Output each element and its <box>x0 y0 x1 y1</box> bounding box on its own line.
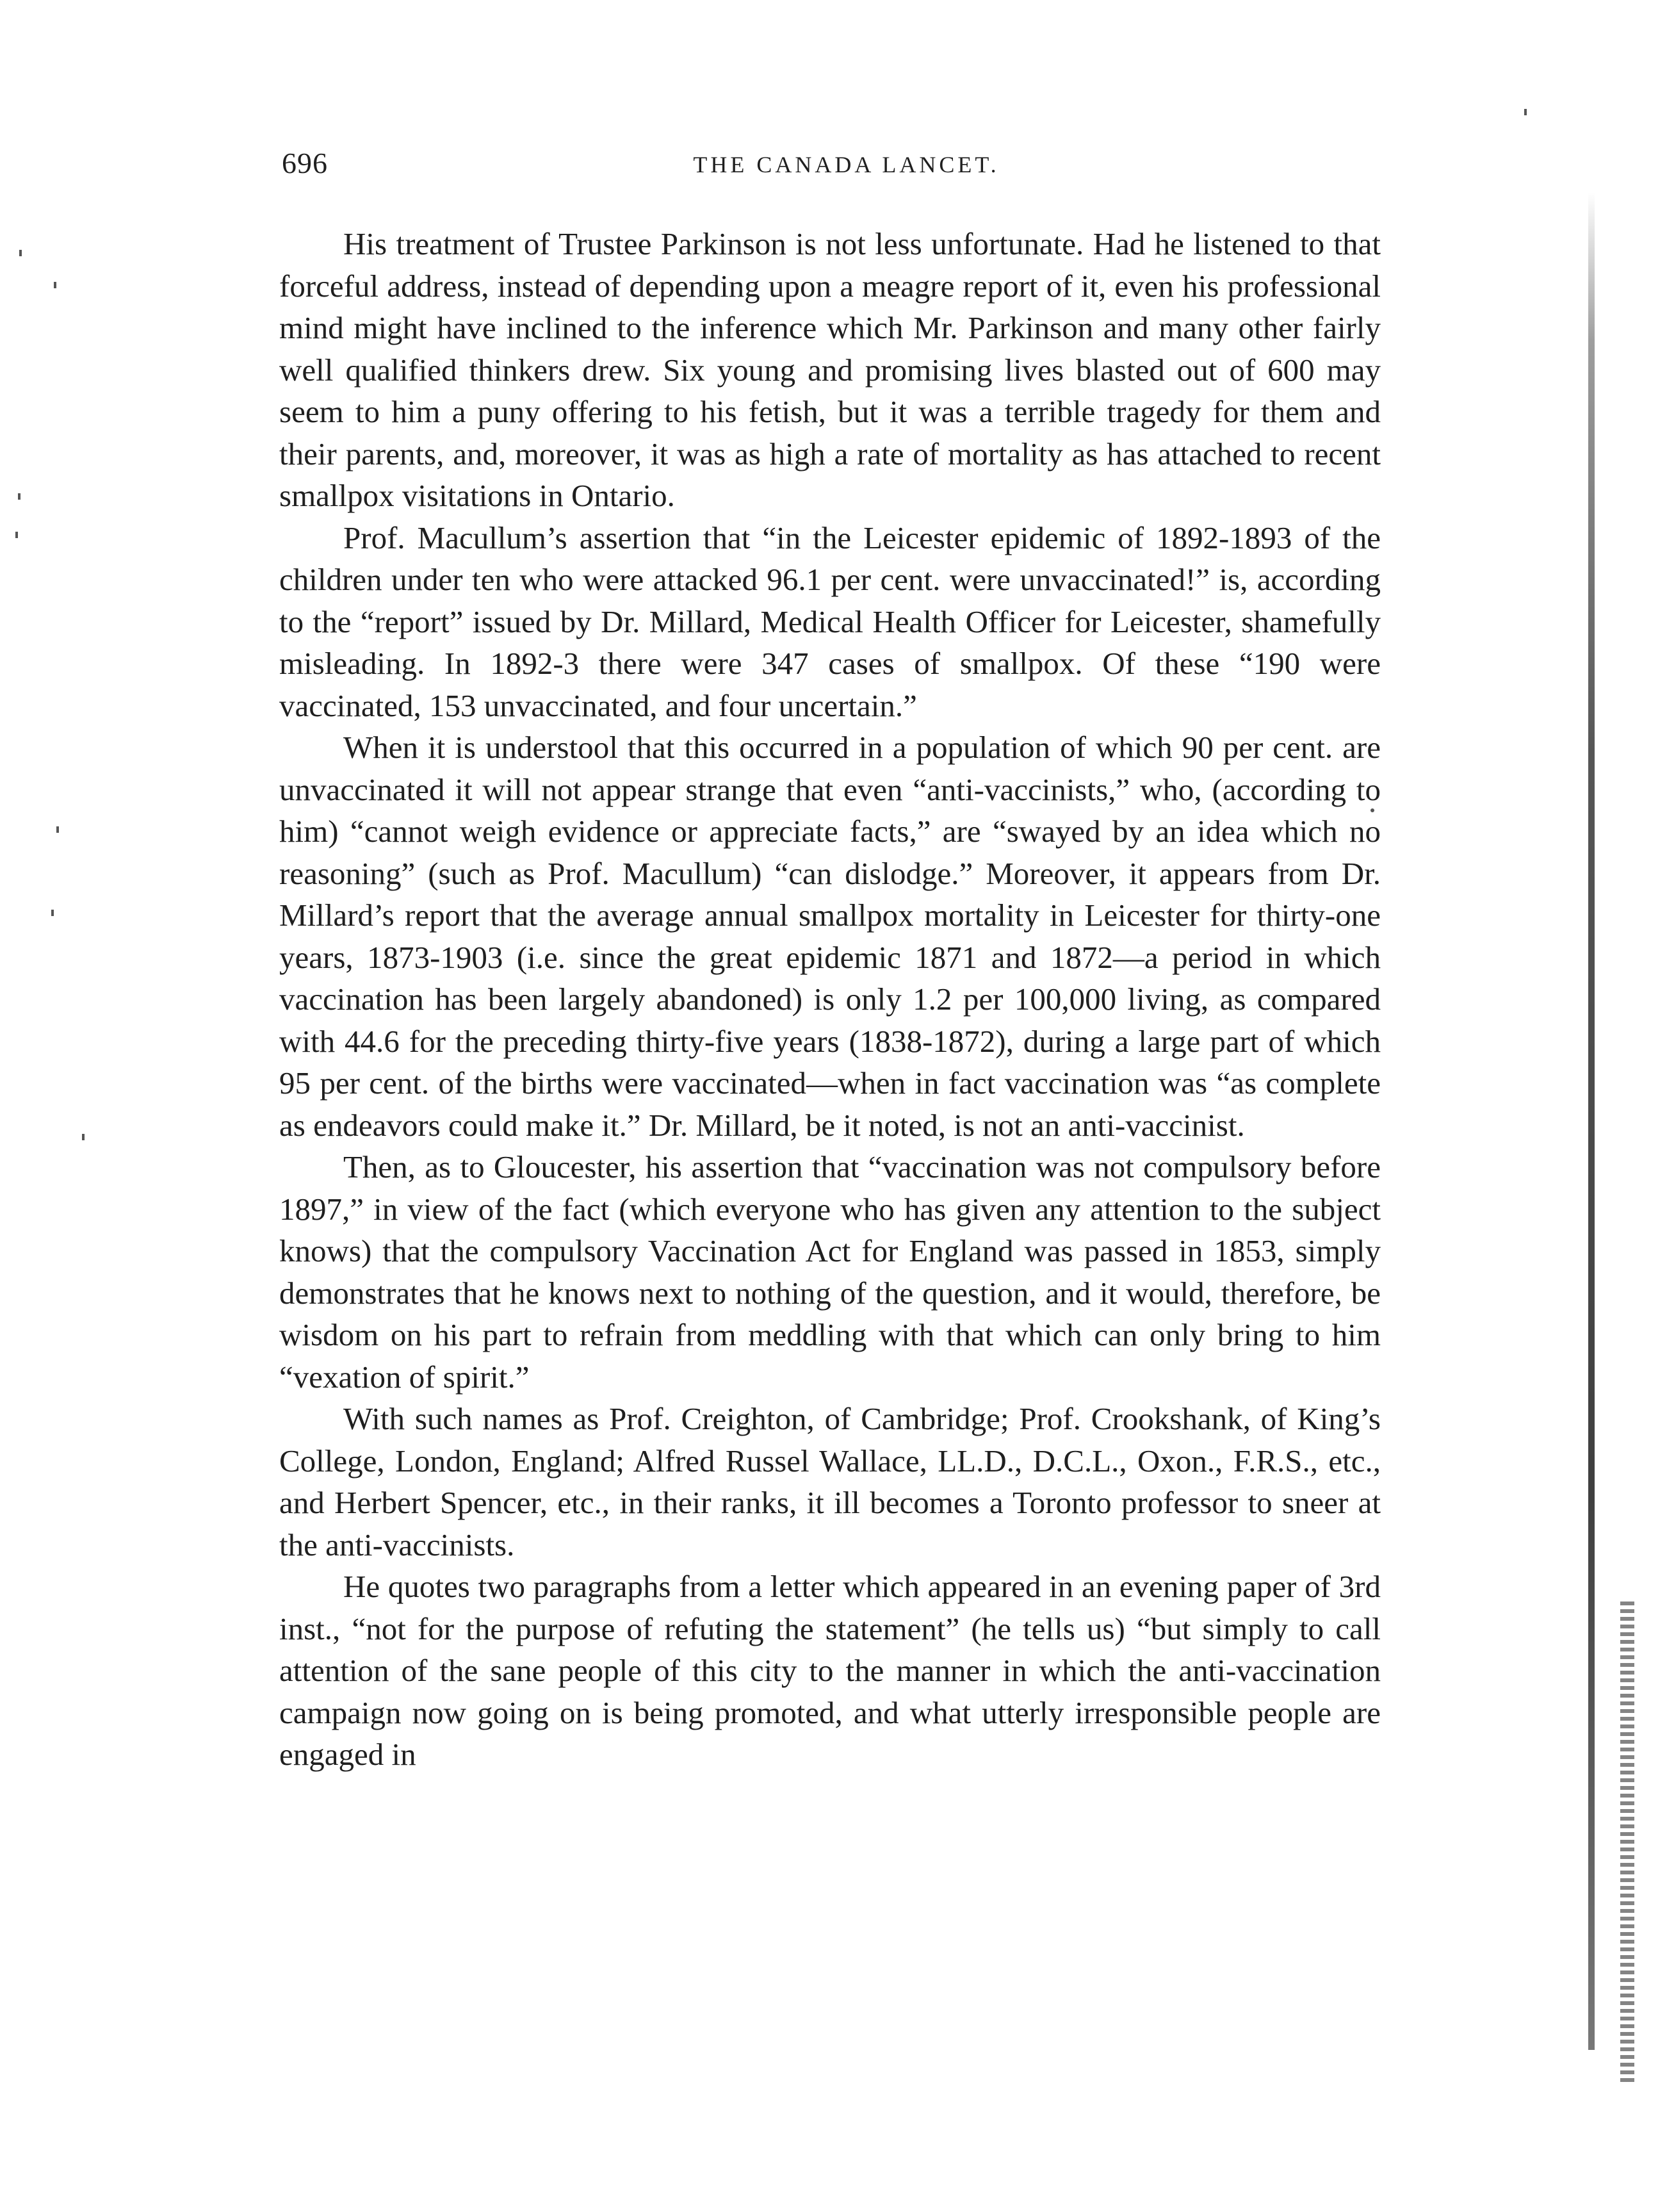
binding-shadow <box>1588 192 1595 2050</box>
scan-speck <box>56 826 59 833</box>
scan-speck <box>82 1134 85 1140</box>
paragraph: Prof. Macullum’s assertion that “in the Leicester epidemic of 1892-1893 of the children under ten who were attacked 96.1 per cent. were unvaccinated!” is, according to the “report” issued by Dr. Millard, Medical Health Officer for Leicester, shamefully misleading. In 1892-3 there were 347 cases of smallpox. Of these “190 were vaccinated, 153 unvaccinated, and four uncertain.” <box>279 520 1381 723</box>
paragraph: His treatment of Trustee Parkinson is not less unfortunate. Had he listened to that forceful address, instead of depending upon a meagre report of it, even his professional mind might have inclined to the inference which Mr. Parkinson and many other fairly well qualified thinkers drew. Six young and promising lives blasted out of 600 may seem to him a puny offering to his fetish, but it was a terrible tragedy for them and their parents, and, moreover, it was as high a rate of mortality as has attached to recent smallpox visitations in Ontario. <box>279 226 1381 513</box>
article-body <box>279 223 1381 1776</box>
scan-speck <box>18 493 20 500</box>
paragraph: With such names as Prof. Creighton, of Cambridge; Prof. Crookshank, of King’s College, London, England; Alfred Russel Wallace, LL.D., D.C.L., Oxon., F.R.S., etc., and Herbert Spencer, etc., in their ranks, it ill becomes a Toronto professor to sneer at the anti-vaccinists. <box>279 1401 1381 1562</box>
paragraph: When it is understool that this occurred in a population of which 90 per cent. are unvaccinated it will not appear strange that even “anti-vaccinists,” who, (according to him) “cannot weigh evidence or appreciate facts,” are “swayed by an idea which no reasoning” (such as Prof. Macullum) “can dislodge.” Moreover, it appears from Dr. Millard’s report that the average annual smallpox mortality in Leicester for thirty-one years, 1873-1903 (i.e. since the great epidemic 1871 and 1872—a period in which vaccination has been largely abandoned) is only 1.2 per 100,000 living, as compared with 44.6 for the preceding thirty-five years (1838-1872), during a large part of which 95 per cent. of the births were vaccinated—when in fact vaccination was “as complete as endeavors could make it.” Dr. Millard, be it noted, is not an anti-vaccinist. <box>279 730 1381 1143</box>
scan-speck <box>19 250 22 256</box>
paragraph: Then, as to Gloucester, his assertion that “vaccination was not compulsory before 1897,” in view of the fact (which everyone who has given any attention to the subject knows) that the compulsory Vaccination Act for England was passed in 1853, simply demonstrates that he knows next to nothing of the question, and it would, therefore, be wisdom on his part to refrain from meddling with that which can only bring to him “vexation of spirit.” <box>279 1149 1381 1395</box>
scan-speck <box>1370 808 1374 812</box>
scan-speck <box>51 910 54 916</box>
page-number: 696 <box>282 147 328 179</box>
scan-speck <box>54 282 56 288</box>
paragraph: He quotes two paragraphs from a letter which appeared in an evening paper of 3rd inst., “not for the purpose of refuting the statement” (he tells us) “but simply to call attention of the sane people of this city to the manner in which the anti-vaccination campaign now going on is being promoted, and what utterly irresponsible people are engaged in <box>279 1569 1381 1772</box>
scan-speck <box>1524 109 1527 115</box>
running-head: THE CANADA LANCET. <box>693 152 1000 177</box>
scan-speck <box>15 532 18 538</box>
binding-edge-noise <box>1620 1602 1634 2082</box>
